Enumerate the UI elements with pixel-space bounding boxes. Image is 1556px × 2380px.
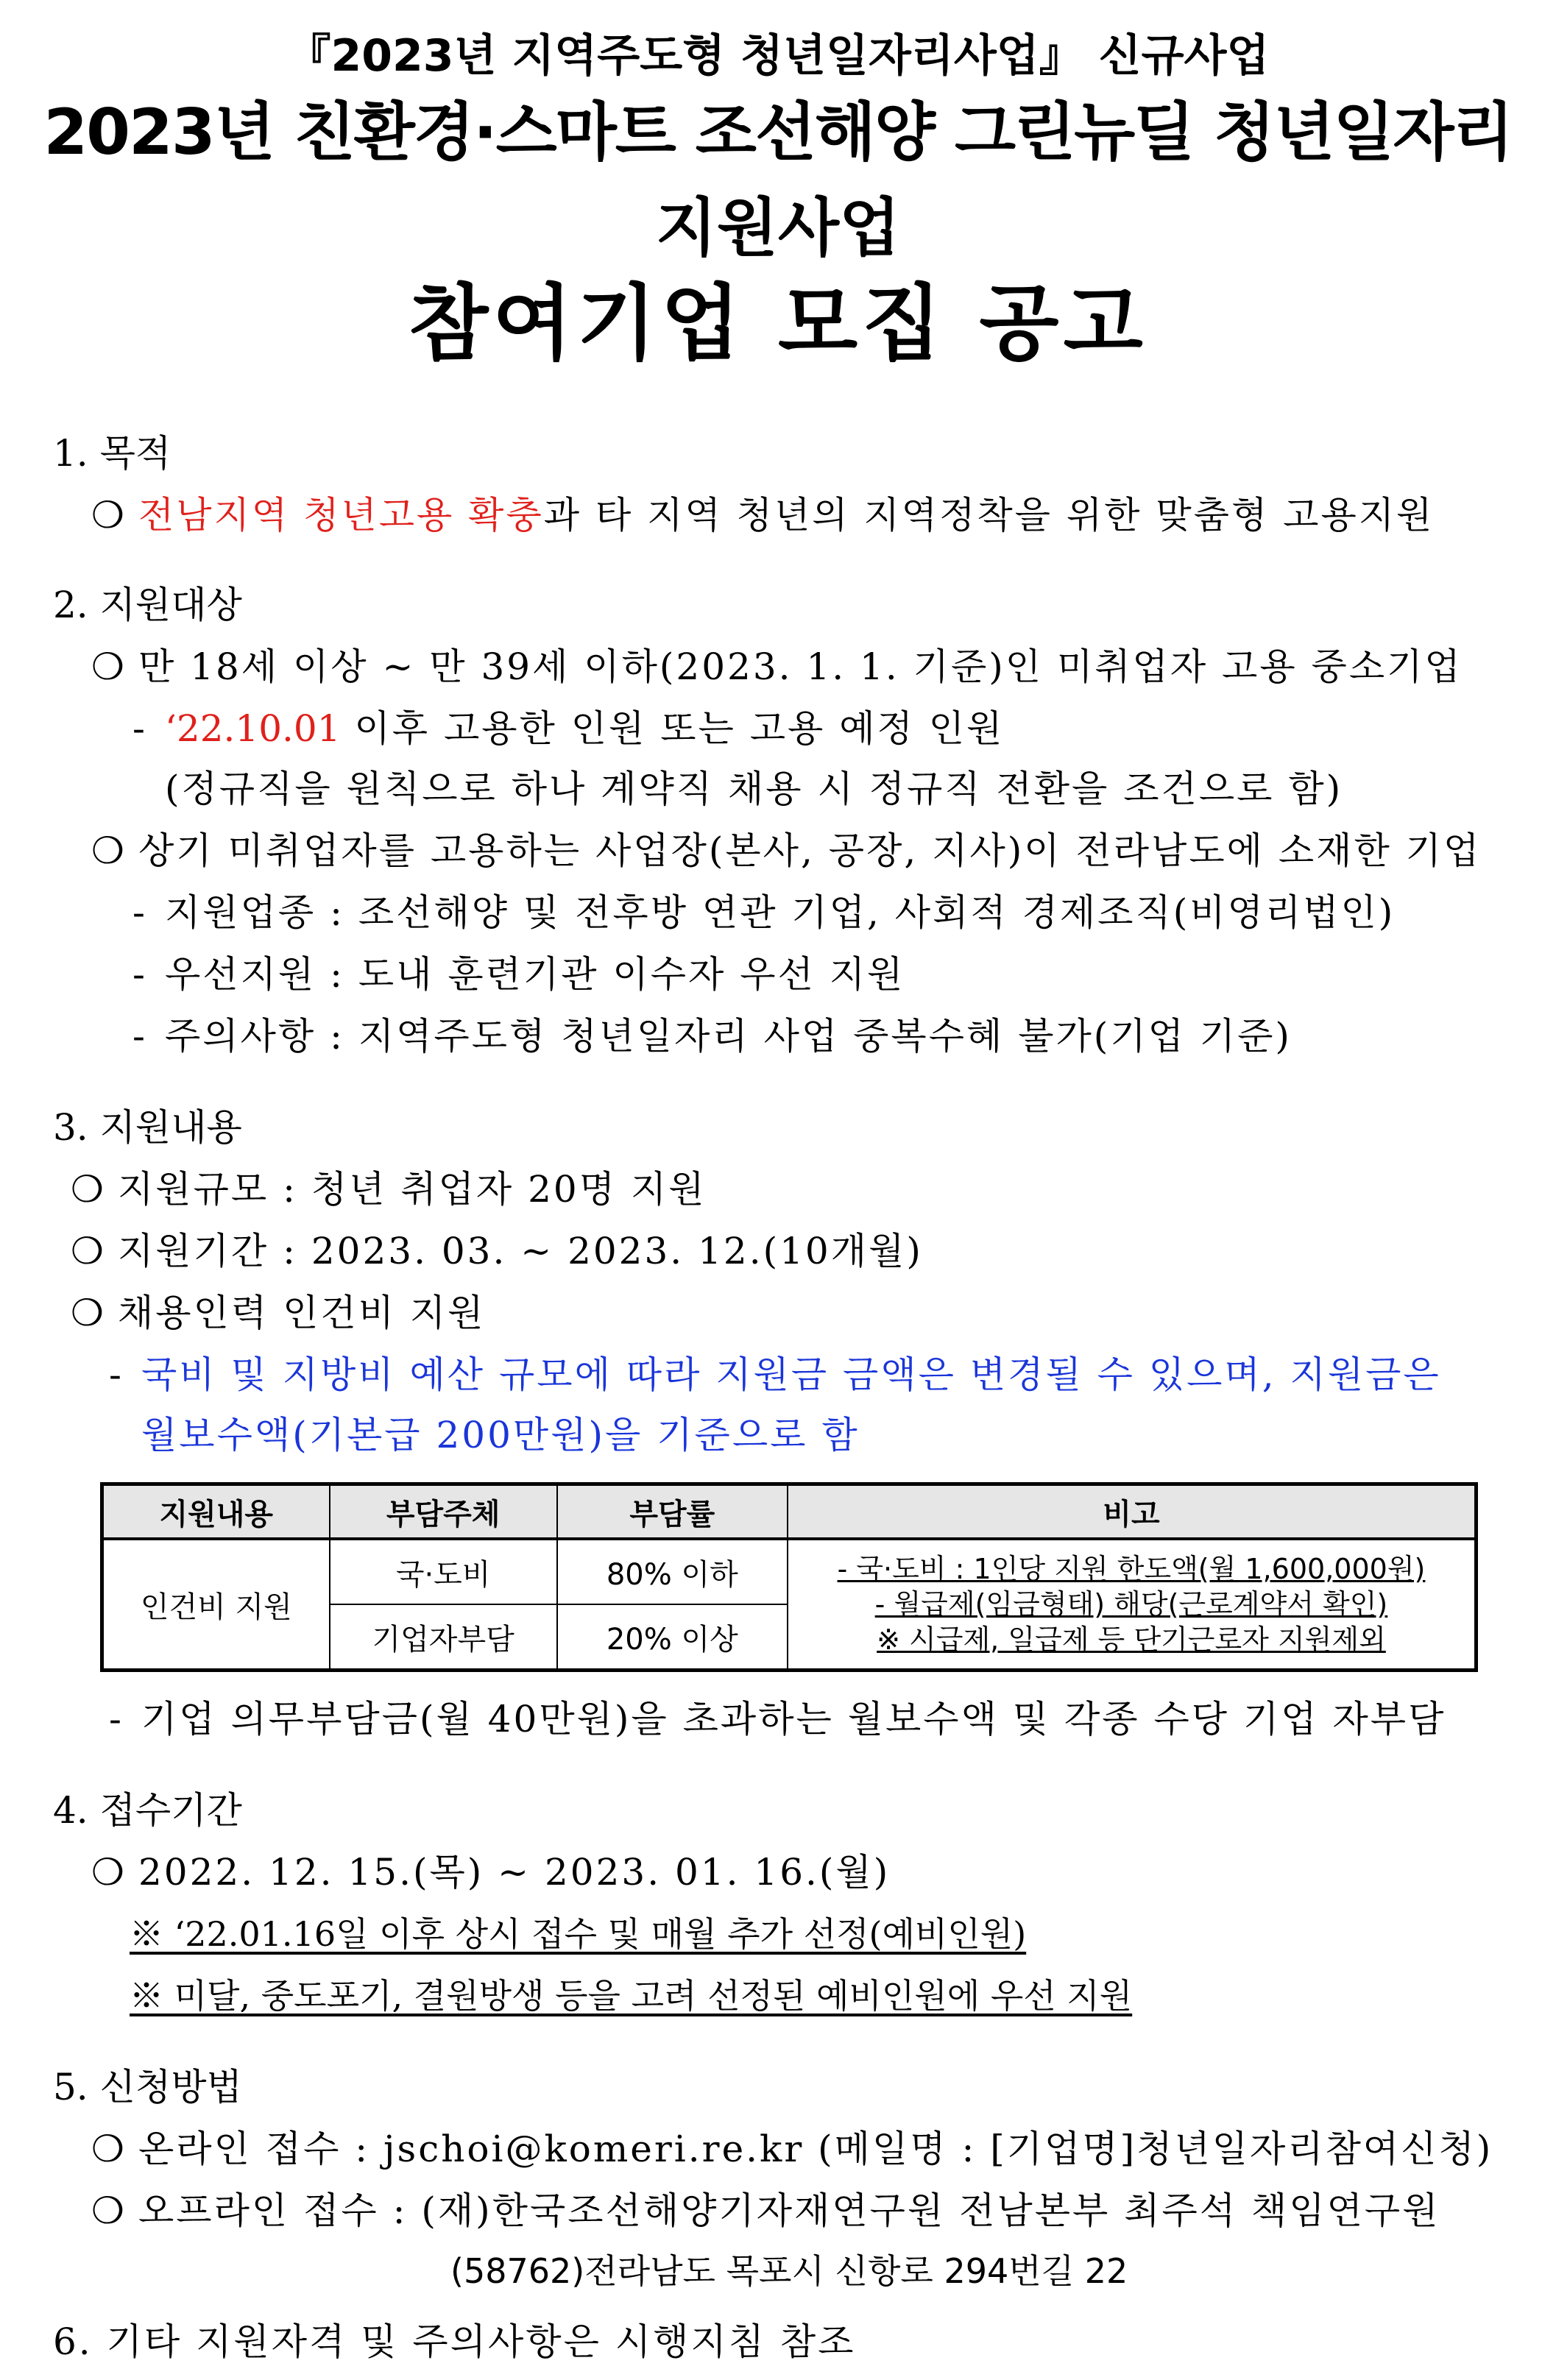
bullet-icon: ❍ bbox=[91, 645, 124, 688]
dash-marker: - bbox=[132, 707, 145, 750]
table-header: 부담주체 bbox=[330, 1484, 557, 1540]
section4-note2: ※ 미달, 중도포기, 결원방생 등을 고려 선정된 예비인원에 우선 지원 bbox=[130, 1976, 1133, 2016]
section5-address: (58762)전라남도 목포시 신항로 294번길 22 bbox=[450, 2251, 1128, 2291]
section3-item3-sub-line1: - 국비 및 지방비 예산 규모에 따라 지원금 금액은 변경될 수 있으며, 지원금은 bbox=[109, 1351, 1441, 1398]
section3-item3: ❍ 채용인력 인건비 지원 bbox=[71, 1289, 486, 1336]
program-subtitle: 『2023년 지역주도형 청년일자리사업』 신규사업 bbox=[286, 30, 1270, 82]
section5-item2: ❍ 오프라인 접수 : (재)한국조선해양기자재연구원 전남본부 최주석 책임연구원 bbox=[91, 2187, 1440, 2234]
table-note: - 국·도비 : 1인당 지원 한도액(월 1,600,000원) bbox=[837, 1553, 1426, 1585]
dash-marker: - bbox=[132, 953, 145, 996]
section4-heading: 4. 접수기간 bbox=[53, 1789, 242, 1832]
section2-item1-sub: - ‘22.10.01 이후 고용한 인원 또는 고용 예정 인원 bbox=[132, 705, 1004, 752]
section2-item1: ❍ 만 18세 이상 ~ 만 39세 이하(2023. 1. 1. 기준)인 미취업자 고용 중소기업 bbox=[91, 643, 1463, 690]
section3-item2: ❍ 지원기간 : 2023. 03. ~ 2023. 12.(10개월) bbox=[71, 1228, 923, 1275]
table-cell-notes bbox=[788, 1539, 1477, 1671]
table-cell-rate: 20% 이상 bbox=[557, 1604, 788, 1671]
dash-marker: - bbox=[109, 1353, 121, 1396]
table-cell-payer: 국·도비 bbox=[330, 1539, 557, 1604]
bullet-icon: ❍ bbox=[91, 829, 124, 872]
bullet-icon: ❍ bbox=[91, 494, 124, 536]
section6-heading: 6. 기타 지원자격 및 주의사항은 시행지침 참조 bbox=[53, 2320, 856, 2363]
table-header: 지원내용 bbox=[102, 1484, 330, 1540]
section2-item2-sub2: - 우선지원 : 도내 훈련기관 이수자 우선 지원 bbox=[132, 951, 905, 998]
table-header-row bbox=[102, 1484, 1477, 1540]
bullet-icon: ❍ bbox=[71, 1292, 104, 1334]
start-date: ‘22.10.01 bbox=[165, 707, 341, 750]
dash-marker: - bbox=[132, 891, 145, 934]
bullet-icon: ❍ bbox=[91, 1851, 124, 1894]
section1-item bbox=[91, 492, 1434, 539]
table-note: ※ 시급제, 일급제 등 단기근로자 지원제외 bbox=[877, 1623, 1386, 1656]
section5-item1: ❍ 온라인 접수 : jschoi@komeri.re.kr (메일명 : [기업명]청년일자리참여신청) bbox=[91, 2125, 1493, 2172]
table-note: - 월급제(임금형태) 해당(근로계약서 확인) bbox=[874, 1588, 1388, 1621]
notice-title-line3: 참여기업 모집 공고 bbox=[409, 276, 1147, 372]
section4-item1: ❍ 2022. 12. 15.(목) ~ 2023. 01. 16.(월) bbox=[91, 1849, 890, 1896]
section2-heading: 2. 지원대상 bbox=[53, 584, 242, 626]
section2-item2-sub3: - 주의사항 : 지역주도형 청년일자리 사업 중복수혜 불가(기업 기준) bbox=[132, 1013, 1292, 1060]
dash-marker: - bbox=[109, 1698, 121, 1740]
section3-item3-sub-line2: 월보수액(기본급 200만원)을 기준으로 함 bbox=[141, 1414, 860, 1456]
section5-heading: 5. 신청방법 bbox=[53, 2066, 242, 2108]
bullet-icon: ❍ bbox=[91, 2128, 124, 2170]
table-cell-support-type: 인건비 지원 bbox=[102, 1539, 330, 1671]
notice-title-line1: 2023년 친환경·스마트 조선해양 그린뉴딜 청년일자리 bbox=[43, 96, 1513, 169]
notice-title-line2: 지원사업 bbox=[655, 191, 901, 265]
bullet-icon: ❍ bbox=[71, 1230, 104, 1272]
section2-item2: ❍ 상기 미취업자를 고용하는 사업장(본사, 공장, 지사)이 전라남도에 소재한 기업 bbox=[91, 827, 1481, 874]
section1-text: 과 타 지역 청년의 지역정착을 위한 맞춤형 고용지원 bbox=[543, 494, 1435, 536]
table-cell-rate: 80% 이하 bbox=[557, 1539, 788, 1604]
section4-note1: ※ ‘22.01.16일 이후 상시 접수 및 매월 추가 선정(예비인원) bbox=[130, 1914, 1027, 1954]
table-header: 비고 bbox=[788, 1484, 1477, 1540]
table-row bbox=[102, 1539, 1477, 1604]
table-cell-payer: 기업자부담 bbox=[330, 1604, 557, 1671]
dash-marker: - bbox=[132, 1015, 145, 1058]
table-header: 부담률 bbox=[557, 1484, 788, 1540]
section3-after-table: - 기업 의무부담금(월 40만원)을 초과하는 월보수액 및 각종 수당 기업 자부담 bbox=[109, 1696, 1446, 1743]
section1-heading: 1. 목적 bbox=[53, 432, 171, 475]
section3-item1: ❍ 지원규모 : 청년 취업자 20명 지원 bbox=[71, 1166, 707, 1213]
section3-heading: 3. 지원내용 bbox=[53, 1106, 242, 1149]
section2-item1-note: (정규직을 원칙으로 하나 계약직 채용 시 정규직 전환을 조건으로 함) bbox=[165, 768, 1343, 810]
section1-highlight: 전남지역 청년고용 확충 bbox=[138, 494, 544, 536]
bullet-icon: ❍ bbox=[71, 1168, 104, 1211]
bullet-icon: ❍ bbox=[91, 2189, 124, 2232]
section2-item2-sub1: - 지원업종 : 조선해양 및 전후방 연관 기업, 사회적 경제조직(비영리법인) bbox=[132, 889, 1395, 936]
support-table bbox=[100, 1482, 1478, 1672]
